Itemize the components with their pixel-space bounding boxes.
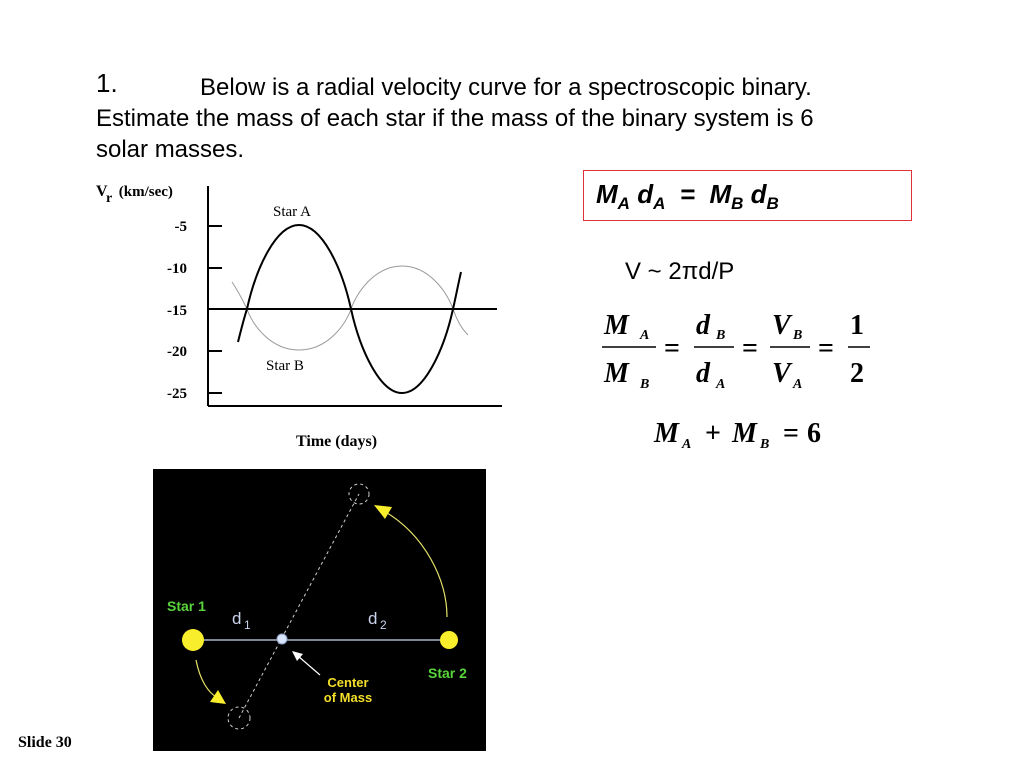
sum-six: 6 [807, 418, 821, 449]
slide-number: Slide 30 [18, 734, 72, 751]
star-1-label: Star 1 [167, 598, 206, 614]
svg-text:A: A [716, 377, 726, 392]
tick-label: -15 [167, 303, 187, 319]
star-b-label: Star B [266, 358, 304, 374]
y-axis-units: (km/sec) [115, 184, 173, 200]
sum-m-a: M [654, 418, 679, 449]
svg-text:B: B [640, 377, 650, 392]
svg-text:2: 2 [380, 618, 387, 632]
ratio-m-b: M [604, 358, 629, 389]
x-axis-title: Time (days) [296, 433, 378, 450]
star-1-icon [182, 629, 204, 651]
box-m-a: $M_A$ [596, 179, 630, 214]
ratio-one: 1 [850, 310, 864, 341]
question-number: 1. [96, 68, 118, 98]
star-2-arrow-icon [374, 505, 392, 519]
ratio-d-a: d [696, 358, 710, 389]
ratio-m-a: M [604, 310, 629, 341]
d2-label: d [368, 609, 378, 628]
star-2-label: Star 2 [428, 665, 467, 681]
sum-plus: + [705, 418, 721, 449]
velocity-relation: V ~ 2πd/P [625, 258, 735, 285]
orbit-diagram [167, 484, 467, 729]
star-1-arrow-icon [210, 690, 226, 704]
star-a-label: Star A [273, 204, 311, 220]
svg-text:1: 1 [244, 618, 251, 632]
star-2-icon [440, 631, 458, 649]
sum-equation [653, 418, 821, 452]
sum-equals: = [783, 418, 799, 449]
ratio-equals: = [742, 333, 758, 364]
tick-label: -10 [167, 261, 187, 277]
box-d-a: $d_A$ [637, 179, 666, 214]
svg-text:A: A [640, 328, 650, 343]
ratio-two: 2 [850, 358, 864, 389]
ratio-equation [602, 310, 870, 392]
tick-label: -25 [167, 386, 187, 402]
box-equals: = [672, 179, 703, 209]
star-2-orbit-arc [384, 511, 447, 617]
star-1-orbit-arc [196, 660, 218, 698]
svg-text:B: B [760, 437, 770, 452]
svg-text:A: A [682, 437, 692, 452]
svg-text:A: A [793, 377, 803, 392]
question-text: Below is a radial velocity curve for a spectroscopic binary. Estimate the mass of each star if the mass of the binary system is 6 solar masses. [96, 74, 814, 164]
ratio-v-b: V [772, 310, 791, 341]
radial-velocity-graph [96, 183, 502, 450]
center-of-mass-label-line2: of Mass [323, 690, 373, 705]
center-of-mass-label-line1: Center [327, 675, 369, 690]
ratio-equals: = [818, 333, 834, 364]
svg-text:B: B [716, 328, 726, 343]
ratio-v-a: V [772, 358, 791, 389]
center-of-mass-icon [277, 634, 287, 644]
sum-m-b: M [732, 418, 757, 449]
ratio-equals: = [664, 333, 680, 364]
ratio-d-b: d [696, 310, 710, 341]
box-m-b: $M_B$ [709, 179, 744, 214]
center-of-mass-pointer [298, 656, 320, 675]
y-axis-title-sub: r [106, 191, 113, 206]
y-axis-title: V [96, 183, 108, 200]
tick-label: -5 [174, 219, 187, 235]
box-d-b: $d_B$ [750, 179, 779, 214]
svg-text:B: B [793, 328, 803, 343]
tick-label: -20 [167, 344, 187, 360]
d1-label: d [232, 609, 242, 628]
